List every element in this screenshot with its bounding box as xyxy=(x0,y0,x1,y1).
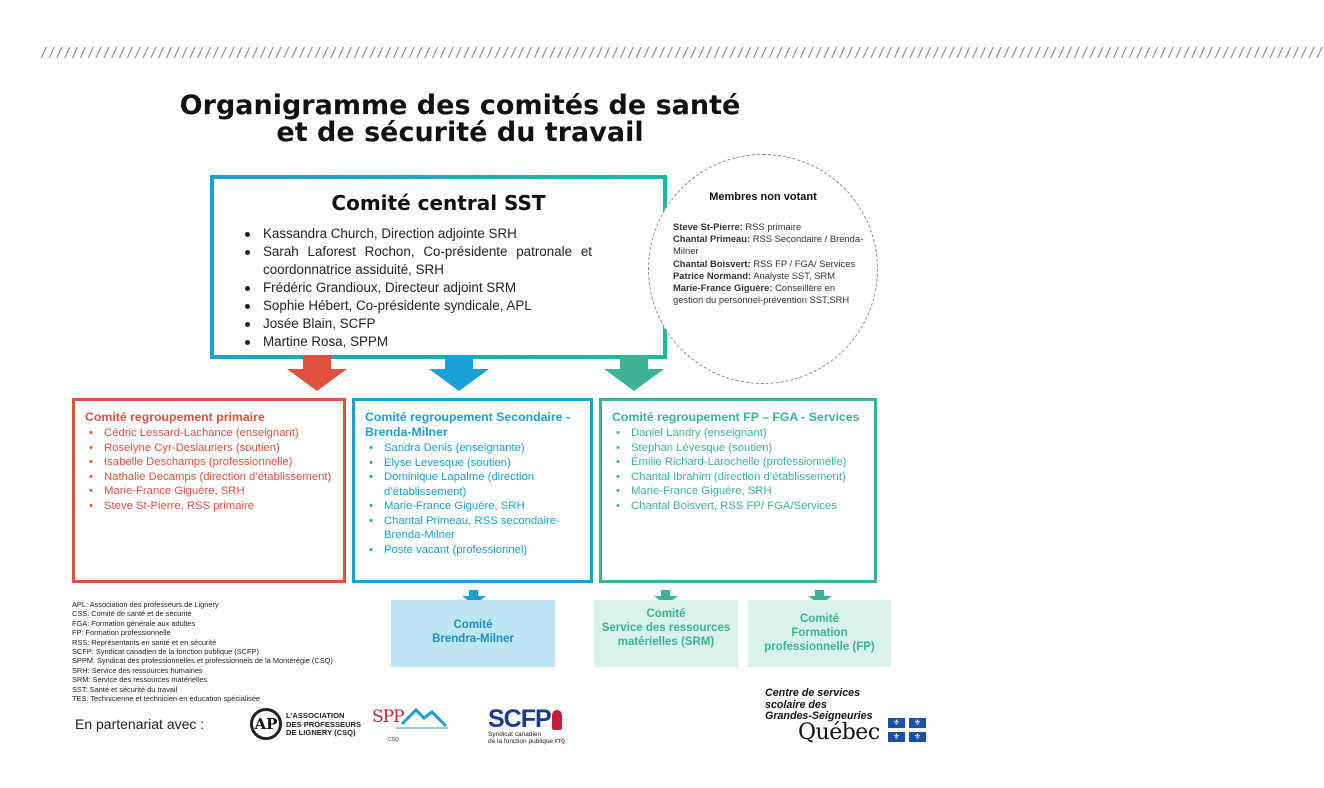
arrow-down-fp xyxy=(604,369,664,391)
committee-member: • Marie-France Giguère, SRH xyxy=(367,499,584,514)
scfp-figure-icon xyxy=(552,710,562,730)
sppm-mountain-icon xyxy=(394,704,450,730)
subcommittee-fp-line2: Formation xyxy=(791,627,848,639)
page-title xyxy=(150,92,770,146)
legend-item: CSS: Comité de santé et de sécurité xyxy=(72,609,192,619)
subcommittee-srm-box xyxy=(594,600,738,667)
committee-primaire-title: Comité regroupement primaire xyxy=(85,410,265,424)
scfp-logo-sub: Syndicat canadien de la fonction publique FTQ xyxy=(488,731,565,745)
committee-member: • Nathalie Decamps (direction d’établissement) xyxy=(87,470,337,485)
committee-fp-box xyxy=(599,398,877,583)
committee-member: • Cédric Lessard-Lachance (enseignant) xyxy=(87,426,337,441)
legend-item: SCFP: Syndicat canadien de la fonction publique (SCFP) xyxy=(72,647,259,657)
central-committee-members xyxy=(242,225,592,351)
arrow-down-secondaire xyxy=(429,369,489,391)
committee-primaire-members xyxy=(87,426,337,513)
committee-member: • Roselyne Cyr-Deslauriers (soutien) xyxy=(87,441,337,456)
committee-member: • Poste vacant (professionnel) xyxy=(367,543,584,558)
sppm-logo-sub: CSQ xyxy=(388,737,399,743)
committee-member: • Steve St-Pierre, RSS primaire xyxy=(87,499,337,514)
subcommittee-fp-line1: Comité xyxy=(800,613,839,625)
committee-secondaire-members xyxy=(367,441,584,557)
cssgs-logo-text: Centre de services scolaire des Grandes-Seigneuries xyxy=(765,687,873,722)
legend-item: TES: Technicienne et technicien en éducation spécialisée xyxy=(72,694,261,704)
subcommittee-srm-line2: Service des ressources xyxy=(601,622,731,634)
apl-logo-icon: AP xyxy=(250,708,282,740)
committee-member: • Dominique Lapalme (direction d’établissement) xyxy=(367,470,584,499)
subcommittee-srm-line1: Comité xyxy=(646,608,686,620)
committee-member: • Chantal Boisvert, RSS FP/ FGA/Services xyxy=(614,499,868,514)
central-member: Josée Blain, SCFP xyxy=(242,315,592,333)
quebec-wordmark: Québec xyxy=(798,720,880,745)
decorative-slash-line: //////////////////////////////////////////////////////////////////////////////////////////////////////////////////////////////////////////////////////////////////// xyxy=(40,46,1324,61)
legend-item: APL: Association des professeurs de Lignery xyxy=(72,600,219,609)
committee-member: • Elyse Levesque (soutien) xyxy=(367,456,584,471)
non-voting-members xyxy=(673,221,867,306)
legend-item: FP: Formation professionnelle xyxy=(72,628,171,638)
committee-member: • Chantal Primeau, RSS secondaire-Brenda-Milner xyxy=(367,514,584,543)
quebec-flag-icon: ⚜ ⚜ ⚜ ⚜ xyxy=(888,718,926,742)
subcommittee-fp-line3: professionnelle (FP) xyxy=(764,641,875,653)
page-title-line1: Organigramme des comités de santé xyxy=(179,90,741,121)
apl-logo-text: L’ASSOCIATION DES PROFESSEURS DE LIGNERY (CSQ) xyxy=(286,711,362,738)
central-committee-box xyxy=(210,175,667,359)
non-voting-member: Patrice Normand: Analyste SST, SRM xyxy=(673,269,836,281)
non-voting-members-circle xyxy=(648,154,878,384)
committee-secondaire-title: Comité regroupement Secondaire - Brenda-Milner xyxy=(365,410,570,439)
legend-item: RSS: Représentants en santé et en sécurité xyxy=(72,637,217,647)
central-committee-title: Comité central SST xyxy=(331,191,546,215)
legend-item: SRH: Service des ressources humaines xyxy=(72,665,203,675)
committee-member: • Isabelle Deschamps (professionnelle) xyxy=(87,455,337,470)
committee-primaire-box xyxy=(72,398,346,583)
committee-member: • Stephan Lévesque (soutien) xyxy=(614,441,868,456)
page-title-line2: et de sécurité du travail xyxy=(276,117,644,148)
legend-item: SRM: Service des ressources matérielles xyxy=(72,675,208,685)
central-member: Kassandra Church, Direction adjointe SRH xyxy=(242,225,592,243)
committee-member: • Sandra Denis (enseignante) xyxy=(367,441,584,456)
non-voting-title: Membres non votant xyxy=(709,191,817,203)
non-voting-member: Steve St-Pierre: RSS primaire xyxy=(673,221,802,232)
central-member: Sophie Hébert, Co-présidente syndicale, APL xyxy=(242,297,592,315)
scfp-logo: SCFP xyxy=(488,705,551,733)
central-member: Martine Rosa, SPPM xyxy=(242,333,592,351)
abbreviations-legend xyxy=(72,600,372,703)
legend-item: FGA: Formation générale aux adultes xyxy=(72,618,196,628)
committee-member: • Marie-France Giguère, SRH xyxy=(87,484,337,499)
committee-member: • Marie-France Giguère, SRH xyxy=(614,484,868,499)
subcommittee-fp-box xyxy=(748,600,891,667)
subcommittee-brenda-line1: Comité xyxy=(453,619,493,631)
legend-item: SST: Santé et sécurité du travail xyxy=(72,684,178,694)
subcommittee-srm-line3: matérielles (SRM) xyxy=(617,636,715,648)
committee-member: • Chantal Ibrahim (direction d’établissement) xyxy=(614,470,868,485)
arrow-down-primaire xyxy=(287,369,347,391)
subcommittee-brenda-line2: Brendra-Milner xyxy=(432,633,514,645)
subcommittee-brenda-box xyxy=(391,600,555,667)
central-member: Frédéric Grandioux, Directeur adjoint SRM xyxy=(242,279,592,297)
partners-label: En partenariat avec : xyxy=(75,716,205,732)
committee-secondaire-box xyxy=(352,398,593,583)
non-voting-member: Chantal Primeau: RSS Secondaire / Brenda-Milner xyxy=(673,233,864,257)
non-voting-member: Marie-France Giguère: Conseillère en gestion du personnel-prévention SST,SRH xyxy=(673,282,850,306)
committee-fp-members xyxy=(614,426,868,513)
committee-member: • Émilie Richard-Larochelle (professionnelle) xyxy=(614,455,868,470)
committee-member: • Daniel Landry (enseignant) xyxy=(614,426,868,441)
central-member: Sarah Laforest Rochon, Co-présidente patronale et coordonnatrice assiduité, SRH xyxy=(242,243,592,279)
legend-item: SPPM: Syndicat des professionnelles et professionnels de la Montérégie (CSQ) xyxy=(72,656,333,666)
sppm-logo: SPP xyxy=(372,707,404,727)
committee-fp-title: Comité regroupement FP – FGA - Services xyxy=(612,410,860,424)
non-voting-member: Chantal Boisvert: RSS FP / FGA/ Services xyxy=(673,257,856,269)
